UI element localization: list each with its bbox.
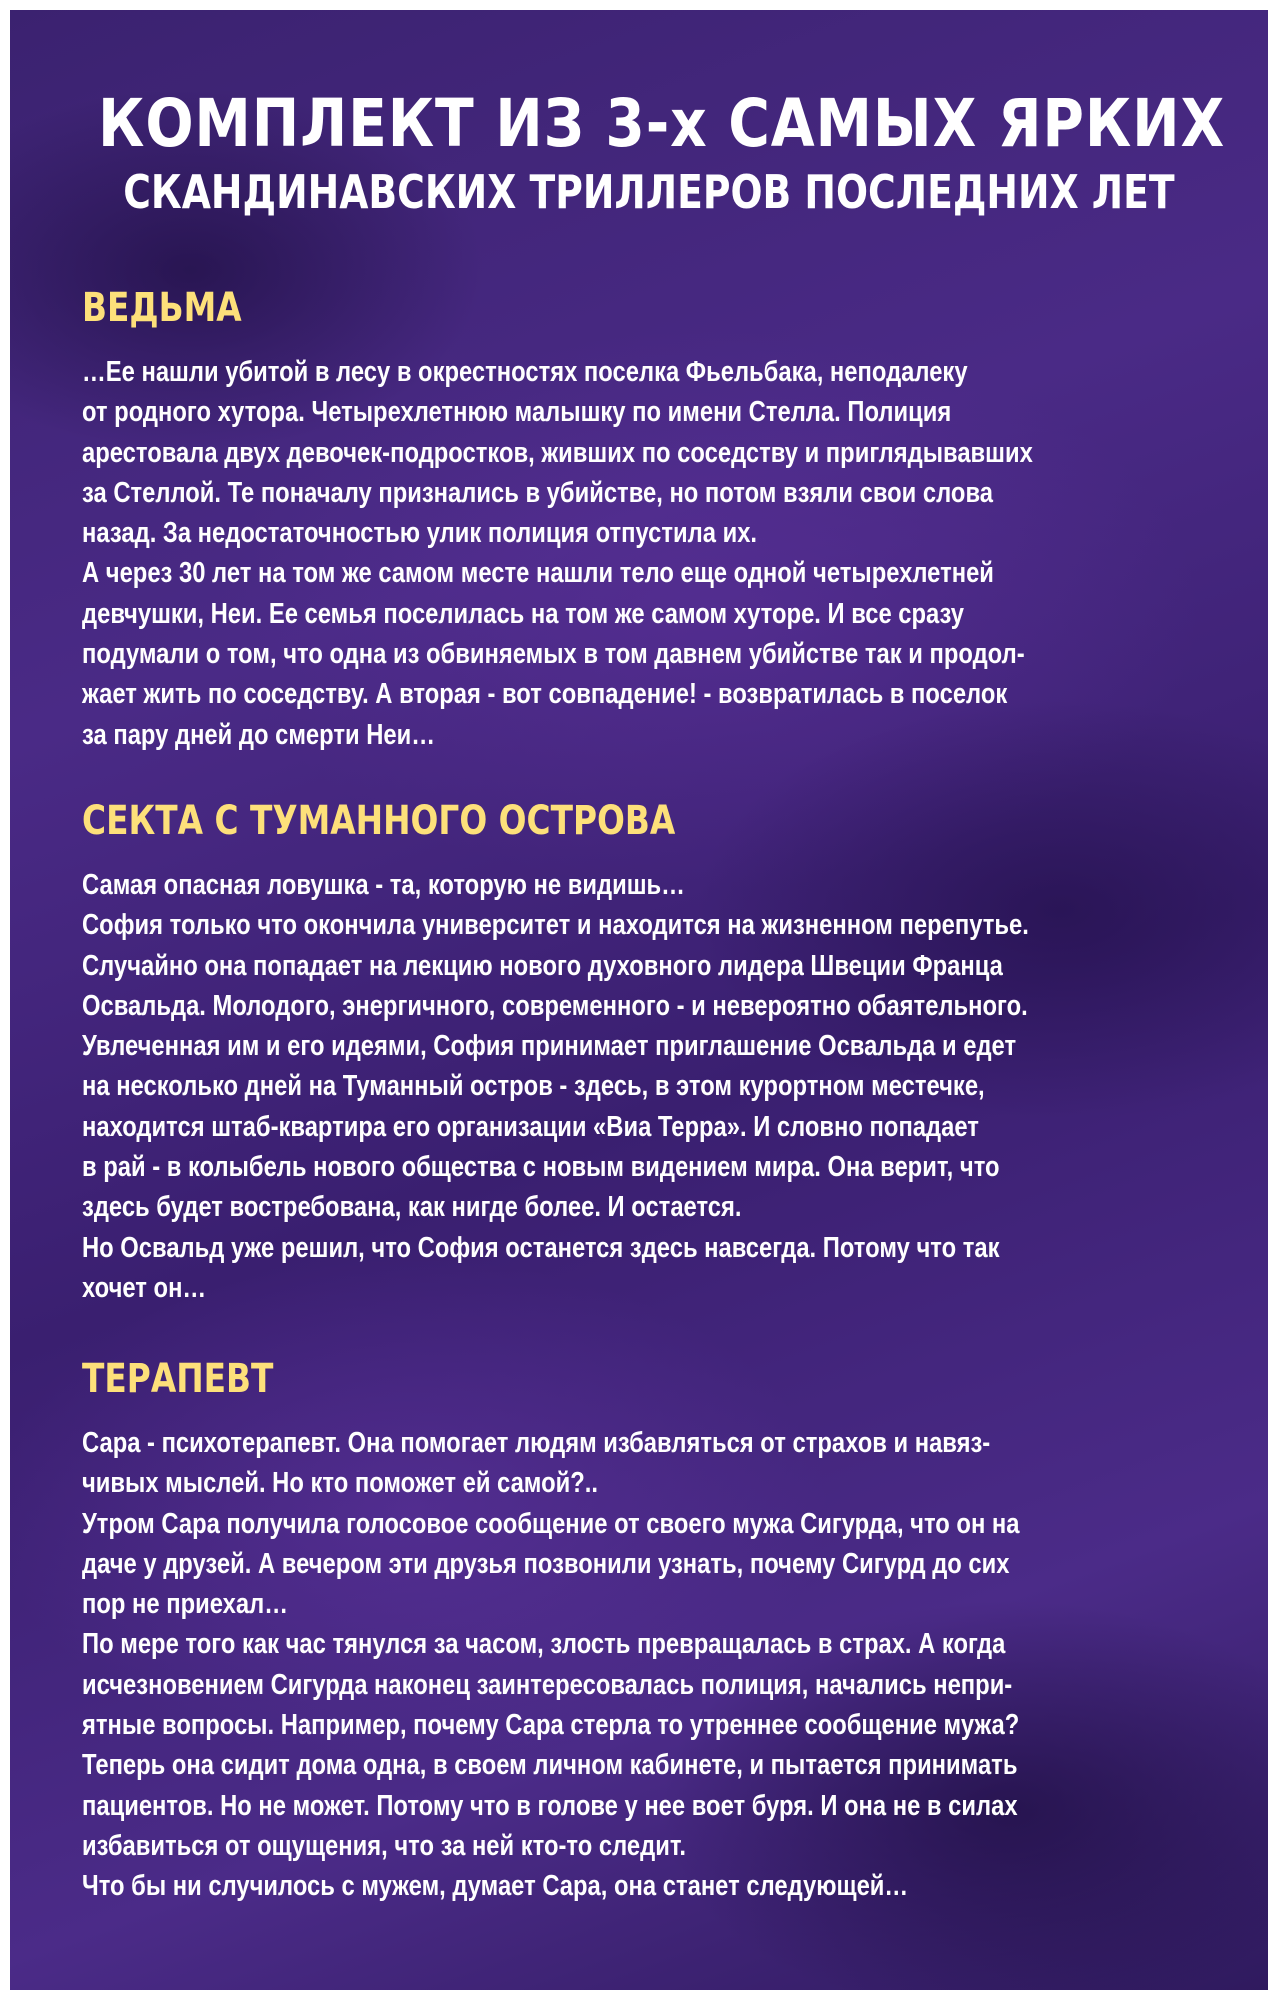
text-line: находится штаб-квартира его организации «Виа Терра». И словно попадает [82,1110,979,1143]
text-line: арестовала двух девочек-подростков, живших по соседству и приглядывавших [82,436,1033,469]
text-line: от родного хутора. Четырехлетнюю малышку по имени Стелла. Полиция [82,396,952,429]
section-title: СЕКТА С ТУМАННОГО ОСТРОВА [82,798,676,844]
section-title: ТЕРАПЕВТ [82,1356,274,1402]
text-line: …Ее нашли убитой в лесу в окрестностях поселка Фьельбака, неподалеку [82,356,968,388]
text-line: за пару дней до смерти Неи… [82,718,436,751]
text-line: жает жить по соседству. А вторая - вот совпадение! - возвратилась в поселок [82,678,1008,711]
section-terapevt [82,1353,1222,1907]
title-line-2: СКАНДИНАВСКИХ ТРИЛЛЕРОВ ПОСЛЕДНИХ ЛЕТ [123,165,1175,219]
section-vedma [82,282,1222,755]
text-line: хочет он… [82,1271,207,1304]
section-sekta [82,795,1222,1308]
text-line: Освальда. Молодого, энергичного, современного - и невероятно обаятельного. [82,989,1028,1022]
text-line: чивых мыслей. Но кто поможет ей самой?.. [82,1467,598,1500]
text-line: исчезновением Сигурда наконец заинтересовалась полиция, начались непри- [82,1668,1013,1701]
text-line: на несколько дней на Туманный остров - здесь, в этом курортном местечке, [82,1070,985,1103]
text-line: ятные вопросы. Например, почему Сара стерла то утреннее сообщение мужа? [82,1709,1020,1742]
section-text [82,1423,1222,1907]
text-line: даче у друзей. А вечером эти друзья позвонили узнать, почему Сигурд до сих [82,1547,1010,1580]
text-line: Случайно она попадает на лекцию нового духовного лидера Швеции Франца [82,949,1003,982]
text-line: назад. За недостаточностью улик полиция отпустила их. [82,517,758,550]
text-line: София только что окончила университет и находится на жизненном перепутье. [82,909,1029,942]
text-line: По мере того как час тянулся за часом, злость превращалась в страх. А когда [82,1628,1006,1661]
text-line: Сара - психотерапевт. Она помогает людям избавляться от страхов и навяз- [82,1427,991,1459]
book-set-annotation-card [10,10,1268,1990]
text-line: Увлеченная им и его идеями, София принимает приглашение Освальда и едет [82,1030,1017,1063]
text-line: Самая опасная ловушка - та, которую не видишь… [82,869,685,901]
title-line-1: КОМПЛЕКТ ИЗ 3-х САМЫХ ЯРКИХ [98,85,1226,162]
text-line: за Стеллой. Те поначалу признались в убийстве, но потом взяли свои слова [82,476,993,509]
text-line: в рай - в колыбель нового общества с новым видением мира. Она верит, что [82,1151,1000,1184]
page-title [10,82,1268,222]
text-line: здесь будет востребована, как нигде более. И остается. [82,1191,742,1224]
text-line: девчушки, Неи. Ее семья поселилась на том же самом хуторе. И все сразу [82,597,965,630]
section-title: ВЕДЬМА [82,285,242,331]
text-line: Но Освальд уже решил, что София останется здесь навсегда. Потому что так [82,1231,1000,1264]
section-text [82,865,1222,1308]
text-line: Что бы ни случилось с мужем, думает Сара, она станет следующей… [82,1870,909,1903]
text-line: А через 30 лет на том же самом месте нашли тело еще одной четырехлетней [82,557,994,590]
text-line: Теперь она сидит дома одна, в своем личном кабинете, и пытается принимать [82,1749,1018,1782]
text-line: избавиться от ощущения, что за ней кто-то следит. [82,1829,687,1862]
text-line: пор не приехал… [82,1588,288,1621]
text-line: Утром Сара получила голосовое сообщение от своего мужа Сигурда, что он на [82,1507,1020,1540]
text-line: подумали о том, что одна из обвиняемых в том давнем убийстве так и продол- [82,638,1025,671]
section-text [82,352,1222,755]
text-line: пациентов. Но не может. Потому что в голове у нее воет буря. И она не в силах [82,1789,1018,1822]
